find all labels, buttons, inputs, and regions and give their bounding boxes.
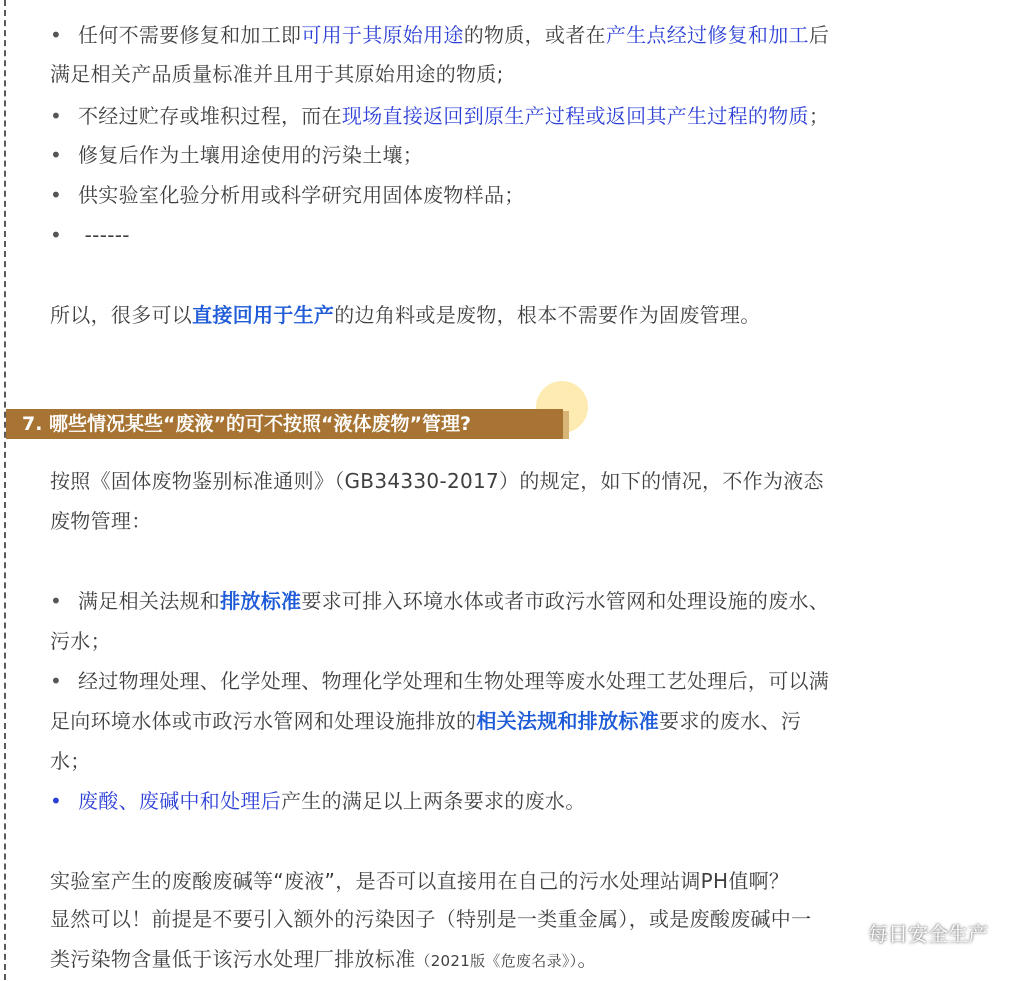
paragraph-intro-continued: 废物管理：	[50, 509, 152, 533]
list-item: • 修复后作为土壤用途使用的污染土壤；	[50, 136, 423, 175]
bullet: •	[50, 23, 63, 47]
list-item: • 任何不需要修复和加工即可用于其原始用途的物质，或者在产生点经过修复和加工后	[50, 16, 829, 55]
list-item: • 不经过贮存或堆积过程，而在现场直接返回到原生产过程或返回其产生过程的物质；	[50, 97, 829, 136]
bullet: •	[50, 789, 63, 813]
list-item: • 满足相关法规和排放标准要求可排入环境水体或者市政污水管网和处理设施的废水、	[50, 582, 829, 621]
paragraph-intro: 按照《固体废物鉴别标准通则》（GB34330-2017）的规定，如下的情况，不作为液态	[50, 469, 824, 493]
wechat-icon	[832, 922, 862, 944]
list-item: • 废酸、废碱中和处理后产生的满足以上两条要求的废水。	[50, 782, 586, 821]
list-item-continuation: 污水；	[50, 629, 111, 653]
section-heading-label: 7. 哪些情况某些“废液”的可不按照“液体废物”管理?	[6, 409, 563, 439]
paragraph-answer-continued: 类污染物含量低于该污水处理厂排放标准（2021版《危废名录》）。	[50, 947, 598, 971]
list-item: • ------	[50, 216, 130, 255]
bullet: •	[50, 669, 63, 693]
list-item: • 供实验室化验分析用或科学研究用固体废物样品；	[50, 176, 525, 215]
paragraph-conclusion: 所以，很多可以直接回用于生产的边角料或是废物，根本不需要作为固废管理。	[50, 303, 761, 327]
list-item-continuation: 水；	[50, 749, 91, 773]
bullet: •	[50, 183, 63, 207]
list-item: • 经过物理处理、化学处理、物理化学处理和生物处理等废水处理工艺处理后，可以满	[50, 662, 829, 701]
watermark	[832, 918, 988, 947]
bullet: •	[50, 104, 63, 128]
bullet: •	[50, 143, 63, 167]
left-dashed-border	[4, 0, 6, 980]
watermark-text: 每日安全生产	[868, 922, 988, 946]
list-item-continuation: 满足相关产品质量标准并且用于其原始用途的物质;	[50, 62, 504, 86]
paragraph-answer: 显然可以！前提是不要引入额外的污染因子（特别是一类重金属），或是废酸废碱中一	[50, 907, 812, 931]
list-item-continuation: 足向环境水体或市政污水管网和处理设施排放的相关法规和排放标准要求的废水、污	[50, 709, 802, 733]
bullet: •	[50, 223, 63, 247]
paragraph-question: 实验室产生的废酸废碱等“废液”，是否可以直接用在自己的污水处理站调PH值啊？	[50, 869, 790, 893]
bullet: •	[50, 589, 63, 613]
